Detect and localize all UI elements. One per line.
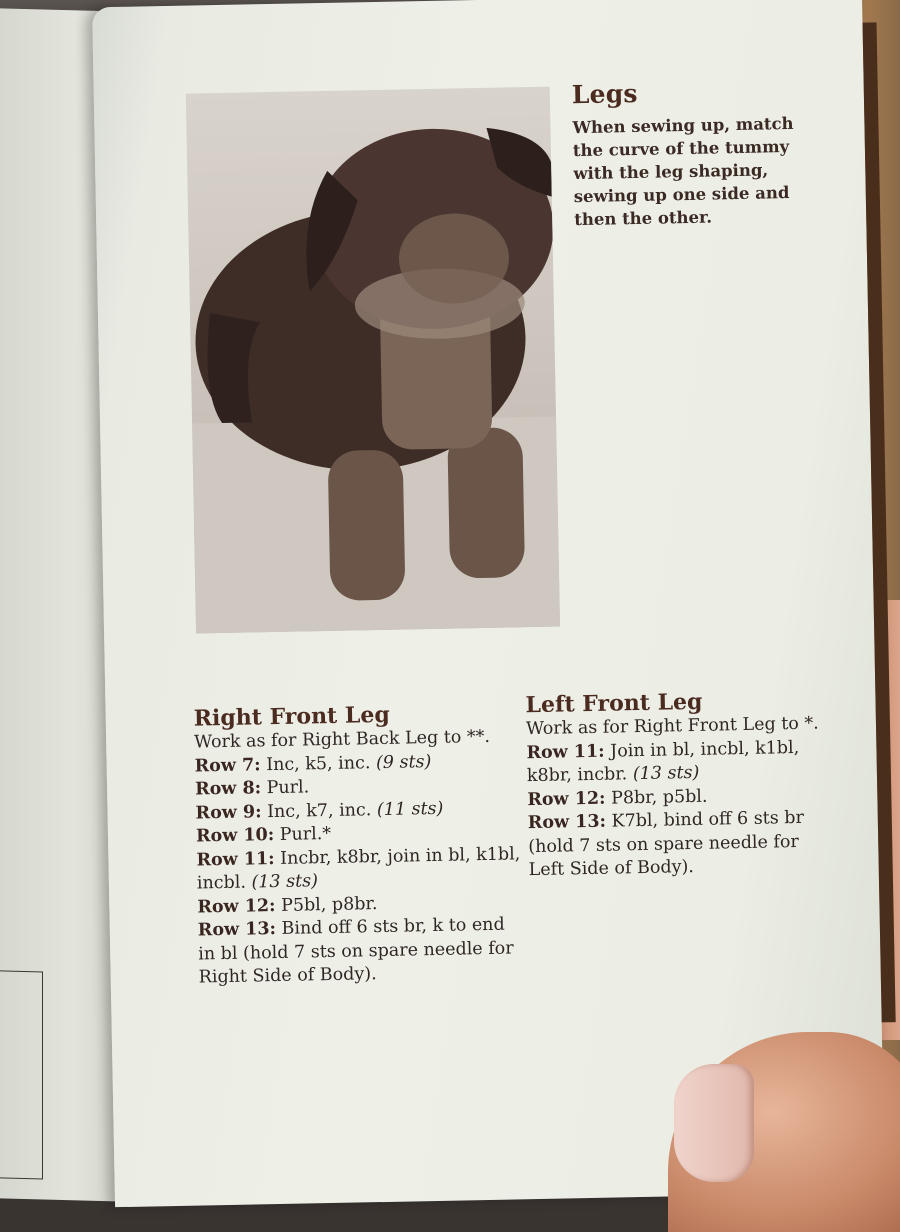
- legs-line: with the leg shaping,: [573, 160, 769, 184]
- pattern-row: [526, 736, 827, 789]
- stitch-count: (11 sts): [376, 798, 444, 820]
- thumbnail: [674, 1064, 754, 1182]
- row-text: P5bl, p8br.: [275, 893, 378, 916]
- left-front-leg-intro: Work as for Right Front Leg to *.: [525, 713, 819, 740]
- stitch-count: (13 sts): [251, 871, 319, 893]
- left-front-leg-heading: Left Front Leg: [525, 688, 703, 719]
- row-label: Row 11:: [196, 848, 275, 871]
- pattern-row: [196, 843, 522, 896]
- row-label: Row 13:: [197, 919, 277, 941]
- row-text: Bind off 6 sts br, k to end in bl (hold 7 sts on spare needle for Right Side of Body).: [198, 914, 514, 988]
- row-text: Purl.: [260, 777, 310, 799]
- right-front-leg-heading: Right Front Leg: [193, 701, 390, 732]
- pattern-row: [528, 806, 829, 882]
- row-label: Row 8:: [194, 778, 262, 800]
- row-text: P8br, p5bl.: [605, 786, 708, 809]
- row-text: Inc, k7, inc.: [261, 799, 378, 822]
- row-text: Join in bl, incbl, k1bl, k8br, incbr.: [526, 737, 800, 787]
- legs-line: the curve of the tummy: [572, 137, 790, 161]
- knitted-dog-photo: [186, 87, 560, 634]
- row-label: Row 9:: [195, 801, 262, 824]
- row-text: Incbr, k8br, join in bl, k1bl, incbl.: [196, 843, 521, 894]
- right-front-leg-section: [193, 699, 523, 990]
- right-front-leg-intro: Work as for Right Back Leg to **.: [194, 726, 491, 753]
- legs-instructions: [572, 112, 814, 232]
- row-text: Inc, k5, inc.: [260, 752, 377, 775]
- row-text: K7bl, bind off 6 sts br (hold 7 sts on spare needle for Left Side of Body).: [528, 807, 805, 881]
- legs-line: sewing up one side and: [573, 183, 790, 207]
- left-front-leg-section: [525, 686, 829, 882]
- row-label: Row 12:: [197, 895, 276, 918]
- booklet-page: [92, 0, 885, 1207]
- row-label: Row 13:: [527, 811, 607, 834]
- legs-line: When sewing up, match: [572, 113, 794, 138]
- row-label: Row 10:: [195, 825, 275, 847]
- stitch-count: (9 sts): [375, 751, 432, 773]
- stitch-count: (13 sts): [632, 762, 700, 785]
- row-label: Row 11:: [526, 741, 605, 763]
- row-label: Row 12:: [527, 788, 606, 810]
- row-label: Row 7:: [194, 754, 261, 777]
- legs-heading: Legs: [571, 78, 638, 110]
- left-page-box: [0, 970, 43, 1179]
- legs-line: then the other.: [574, 207, 713, 230]
- pattern-row: [198, 913, 524, 990]
- dog-illustration: [186, 87, 560, 634]
- row-text: Purl.*: [273, 823, 332, 846]
